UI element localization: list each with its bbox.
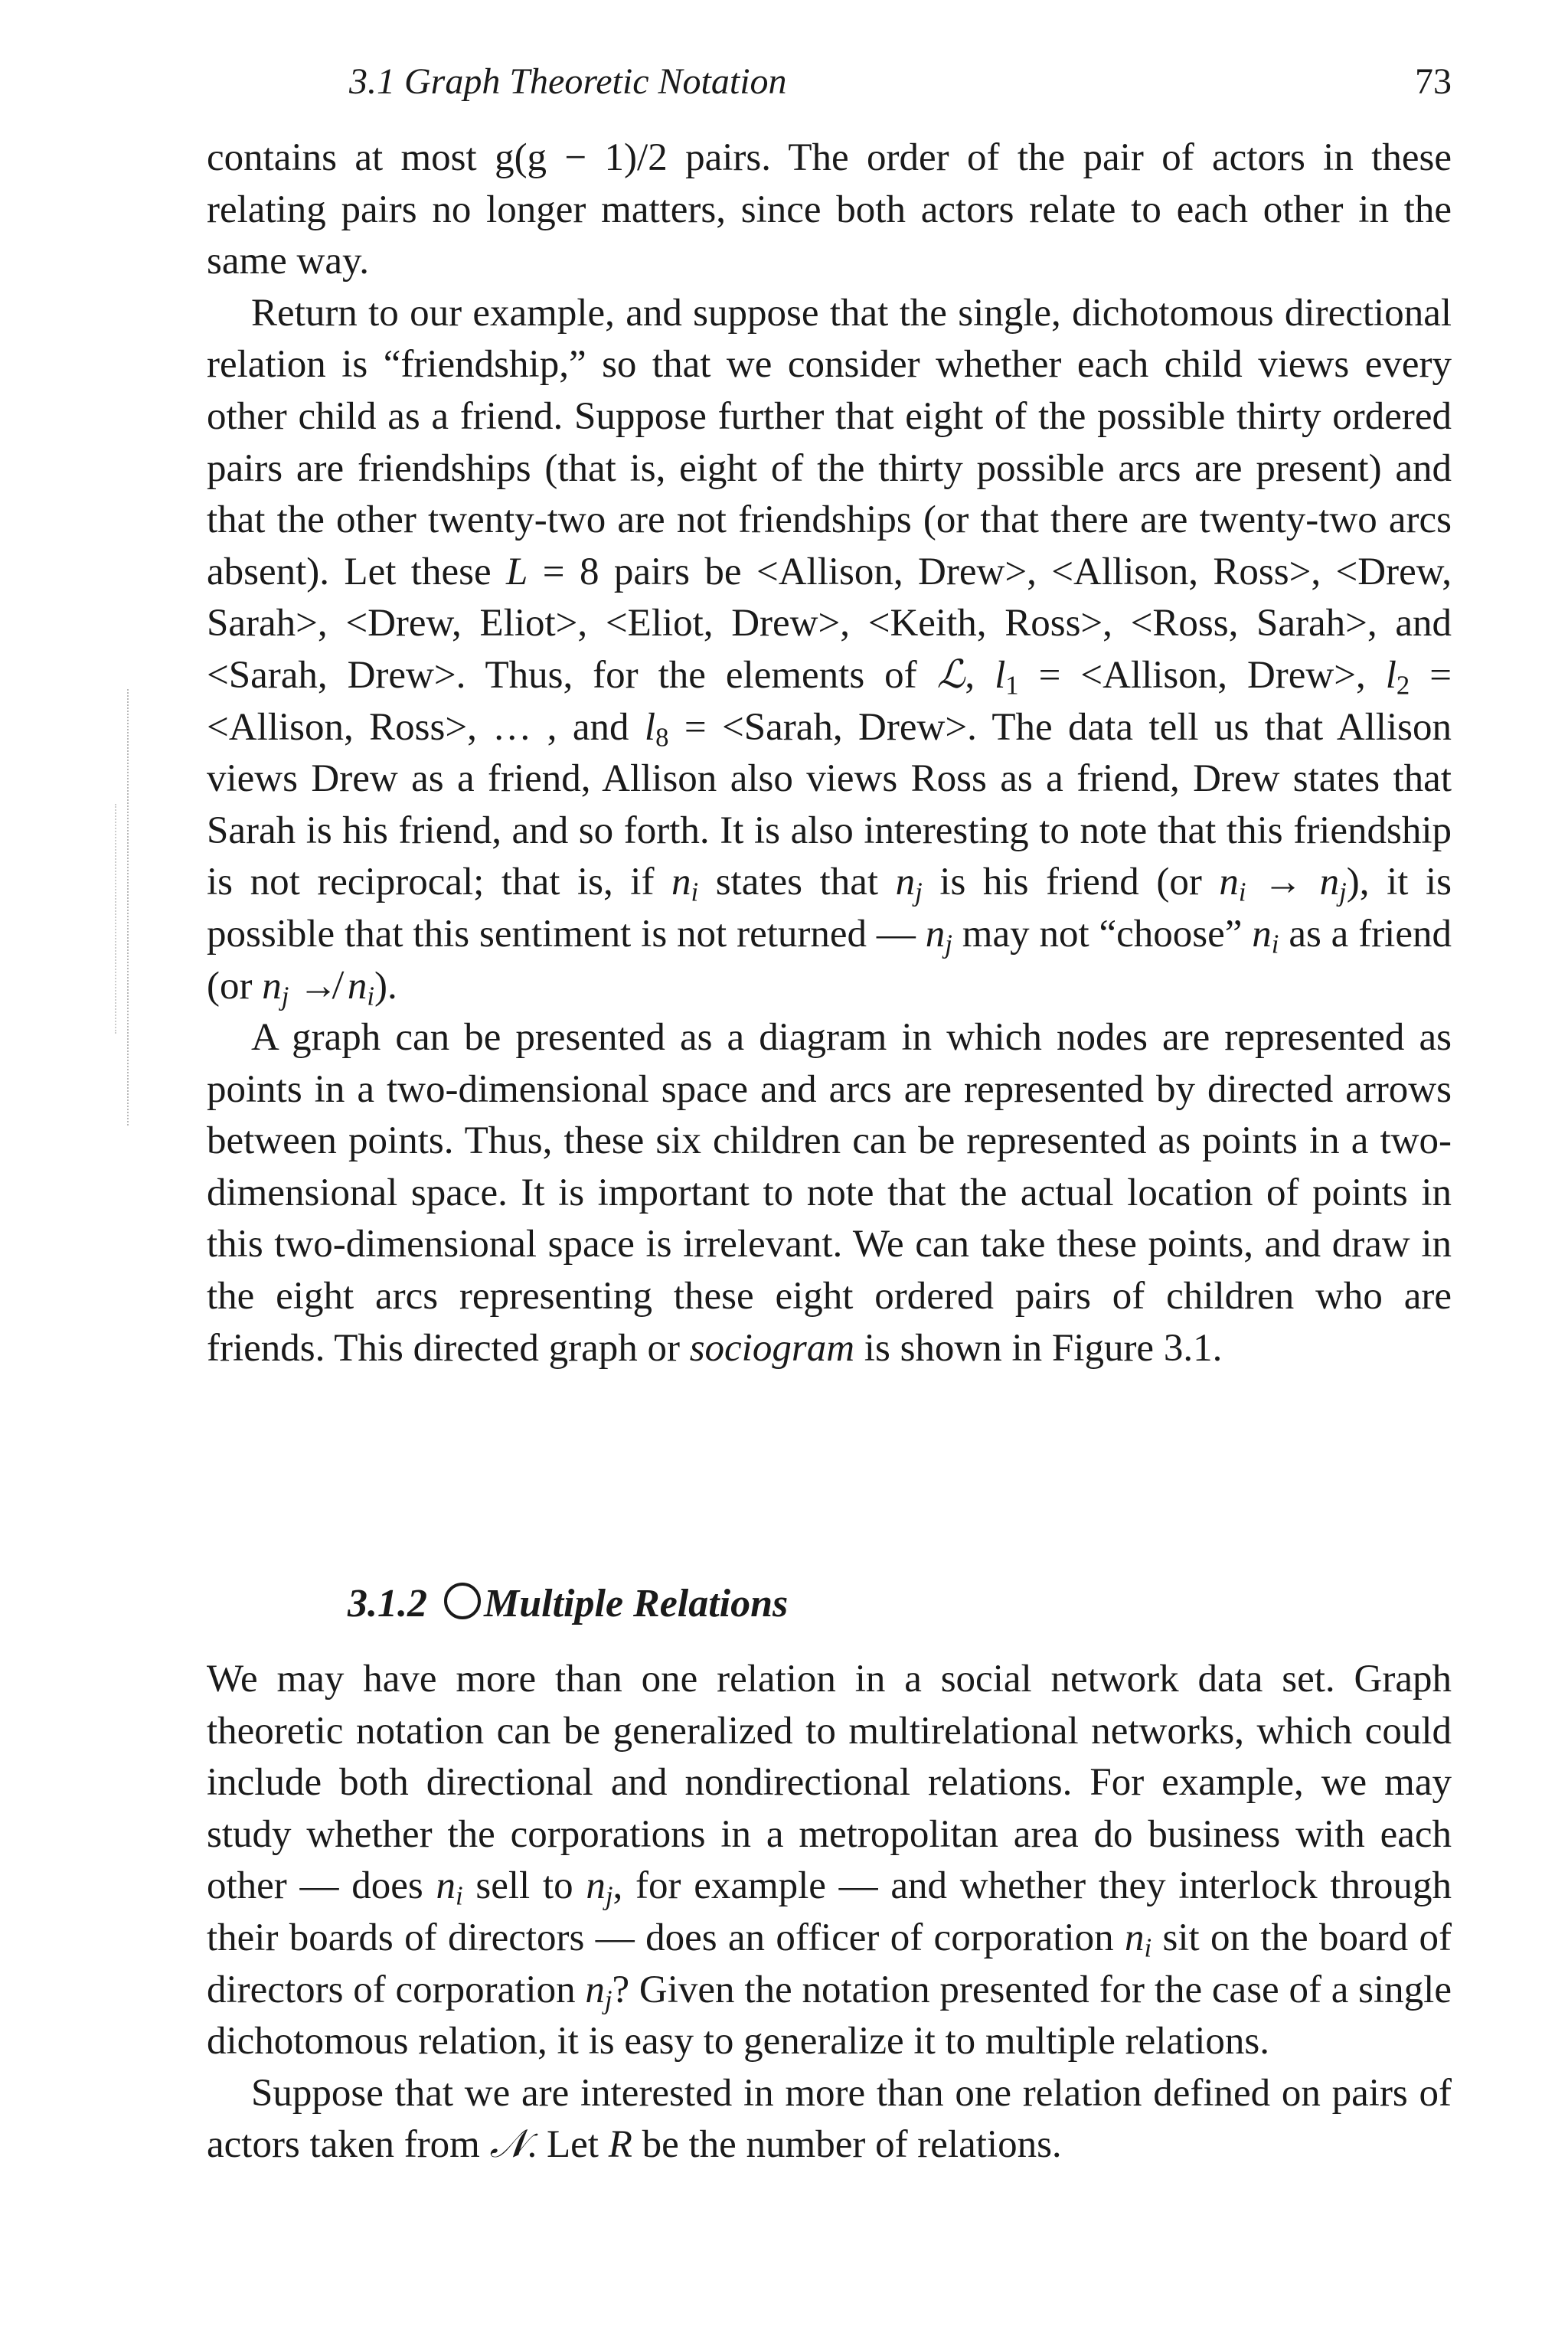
margin-scan-artifact xyxy=(127,689,129,1126)
emphasis-sociogram: sociogram xyxy=(689,1326,855,1370)
section-title: Multiple Relations xyxy=(484,1582,789,1625)
page-number: 73 xyxy=(1415,61,1452,102)
math-formula: g(g − 1)/2 xyxy=(495,136,668,179)
section-number: 3.1.2 xyxy=(348,1582,427,1625)
section-heading xyxy=(348,1576,788,1632)
paragraph-multirelational: We may have more than one relation in a social network data set. Graph theoretic notation can be generalized to multirelational networks, which could include both directional and nondirectional relations. For example, we may study whether the corporations in a metropolitan area do business with each other — does $n_i$ sell to $n_j$, for example — and whether they interlock through their boards of directors — does an officer of corporation $n_i$ sit on the board of directors of corporation $n_j$? Given the notation presented for the case of a single dichotomous relation, it is easy to generalize it to multiple relations. xyxy=(207,1658,1452,2063)
running-header xyxy=(349,55,1452,109)
text-block-upper xyxy=(207,132,1452,1374)
paragraph-continuation: contains at most g(g − 1)/2 pairs. The order of the pair of actors in these relating pairs no longer matters, since both actors relate to each other in the same way. xyxy=(207,136,1452,283)
paragraph-relation-count: Suppose that we are interested in more than one relation defined on pairs of actors taken from 𝒩. Let R be the number of relations. xyxy=(207,2071,1452,2167)
paragraph-friendship-example: Return to our example, and suppose that the single, dichotomous directional relation is “friendship,” so that we consider whether each child views every other child as a friend. Suppose further that eight of the possible thirty ordered pairs are friendships (that is, eight of the thirty possible arcs are present) and that the other twenty-two are not friendships (or that there are twenty-two arcs absent). Let these L = 8 pairs be <Allison, Drew>, <Allison, Ross>, <Drew, Sarah>, <Drew, Eliot>, <Eliot, Drew>, <Keith, Ross>, <Ross, Sarah>, and <Sarah, Drew>. Thus, for the elements of ℒ, $l_1$ = <Allison, Drew>, $l_2$ = <Allison, Ross>, … , and $l_8$ = <Sarah, Drew>. The data tell us that Allison views Drew as a friend, Allison also views Ross as a friend, Drew states that Sarah is his friend, and so forth. It is also interesting to note that this friendship is not reciprocal; that is, if $n_i$ states that $n_j$ is his friend (or $n_i \to n_j$), it is possible that this sentiment is not returned — $n_j$ may not “choose” $n_i$ as a friend (or $n_j$ ↛ $n_i$). xyxy=(207,291,1452,1011)
math-symbol: ℒ xyxy=(936,653,965,697)
math-symbol: 𝒩 xyxy=(489,2123,528,2167)
margin-scan-artifact xyxy=(115,804,116,1034)
optional-section-circle-icon xyxy=(444,1583,481,1619)
chapter-title: 3.1 Graph Theoretic Notation xyxy=(349,61,787,102)
paragraph-graph-diagram: A graph can be presented as a diagram in which nodes are represented as points in a two-dimensional space and arcs are represented by directed arrows between points. Thus, these six children can be represented as points in a two-dimensional space. It is important to note that the actual location of points in this two-dimensional space is irrelevant. We can take these points, and draw in the eight arcs representing these eight ordered pairs of children who are friends. This directed graph or sociogram is shown in Figure 3.1. xyxy=(207,1016,1452,1370)
text-block-lower xyxy=(207,1654,1452,2171)
